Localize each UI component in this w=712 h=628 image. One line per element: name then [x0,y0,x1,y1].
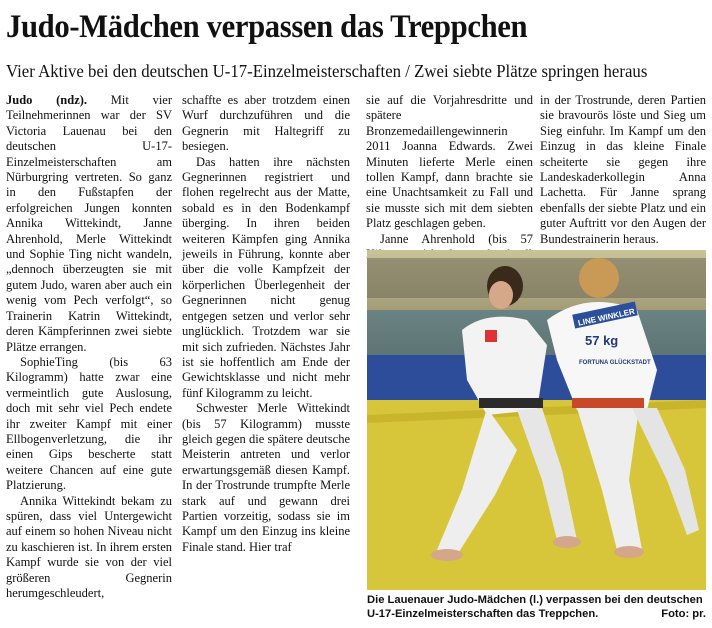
article-paragraph: Janne Ahrenhold (bis 57 [380,231,533,246]
club-label: FORTUNA GLÜCKSTADT [579,360,651,366]
caption-text: Die Lauenauer Judo-Mädchen (l.) verpassen bei den deutschen U-17-Einzelmeisterschaften das Treppchen. [367,594,703,620]
headline: Judo-Mädchen verpassen das Treppchen [6,9,528,45]
right-judoka-foot [614,546,644,558]
swiss-flag-patch [485,330,497,342]
left-foot [431,549,463,561]
article-paragraph: sie auf die Vorjahresdritte und spätere Bronzemedaillengewinnerin 2011 Joanna Edwards. Zwei Minuten lieferte Merle einen tollen Kampf, dann brachte sie eine Unachtsamkeit zu Fall und sie musste sich mit dem siebten Platz geschlagen geben. [366,93,533,231]
paragraph-text: Mit vier Teilnehmerinnen war der SV Victoria Lauenau bei den deutschen U-17-Einzelmeisterschaften am Nürburgring vertreten. So ganz in den Fußstapfen der erfolgreichen Jungen konnten Annika Wittekindt, Janne Ahrenhold, Merle Wittekindt und Sophie Ting nicht wandeln, „dennoch überzeugten sie mit gutem Judo, waren aber auch ein wenig vom Pech verfolgt“, so Trainerin Katrin Wittekindt, deren Kämpferinnen zwei siebte Plätze errangen. [6,93,172,354]
weight-label: 57 kg [585,333,619,348]
article-paragraph: Schwester Merle Wittekindt (bis 57 Kilogramm) musste gleich gegen die spätere deutsche Meisterin antreten und verlor erwartungsgemäß diesen Kampf. In der Trostrunde trumpfte Merle stark auf und gewann drei Partien vorzeitig, sodass sie im Kampf um den Einzug ins kleine Finale stand. Hier traf [182,401,350,554]
right-foot [553,536,581,548]
article-column-1 [6,93,172,601]
article-paragraph: Annika Wittekindt bekam zu spüren, dass viel Untergewicht auf einem so hohen Niveau nicht zu kaschieren ist. In ihrem ersten Kampf wurde sie von der viel größeren Gegnerin herumgeschleudert, [6,493,172,600]
subheadline: Vier Aktive bei den deutschen U-17-Einzelmeisterschaften / Zwei siebte Plätze springen heraus [6,61,648,81]
photo-caption [367,593,706,621]
article-kicker: Judo (ndz). [6,93,88,107]
article-paragraph: schaffte es aber trotzdem einen Wurf durchzuführen und die Gegnerin mit Haltegriff zu besiegen. [182,93,350,154]
left-judoka-face [489,281,513,309]
article-paragraph [6,93,172,355]
article-column-2 [182,93,350,555]
judo-photo-illustration [367,250,706,590]
photo-credit: Foto: pr. [661,608,706,620]
back-label-text: LINE WINKLER [577,306,636,328]
spectator-stands [367,258,706,298]
right-judoka-hair [579,258,619,298]
article-column-3 [366,93,533,262]
black-belt [479,398,543,408]
orange-belt [572,398,644,408]
judo-photo [367,250,706,590]
article-paragraph: SophieTing (bis 63 Kilogramm) hatte zwar eine vermeintlich gute Auslosung, doch mit sehr viel Pech endete ihr zweiter Kampf mit einer Ellbogenverletzung, die ihr einen Gips bescherte statt weitere Chancen auf eine gute Platzierung. [6,354,172,493]
article-paragraph: Das hatten ihre nächsten Gegnerinnen registriert und flohen regelrecht aus der Matte, sobald es in den Bodenkampf überging. In ihren beiden weiteren Kämpfen ging Annika jeweils in Führung, konnte aber über die volle Kampfzeit der körperlichen Überlegenheit der Gegnerinnen nicht genug entgegen setzen und verlor sehr unglücklich. Trotzdem war sie mit sich zufrieden. Nächstes Jahr ist sie hoffentlich am Ende der Gewichtsklasse und nicht mehr fünf Kilogramm zu leicht. [182,154,350,400]
article-paragraph: in der Trostrunde, deren Partien sie bravourös löste und Sieg um Sieg einfuhr. Im Kampf um den Einzug in das kleine Finale scheiterte sie gegen ihre Landeskaderkollegin Anna Lachetta. Für Janne sprang ebenfalls der siebte Platz und ein guter Auftritt vor den Augen der Bundestrainerin heraus. [540,93,706,246]
article-column-4 [540,93,706,247]
